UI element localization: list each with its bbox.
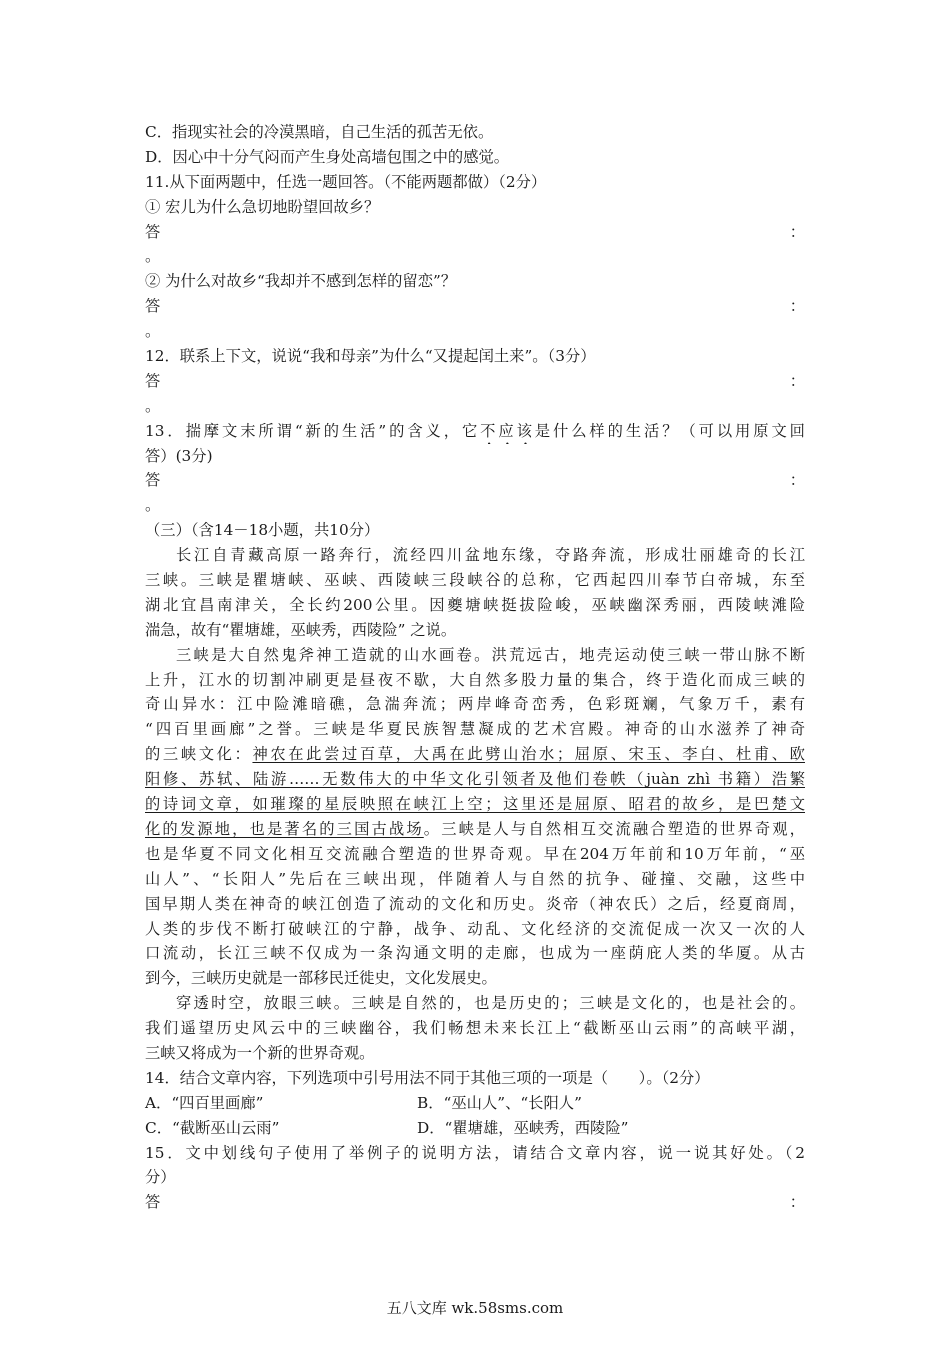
answer-colon: ： xyxy=(789,371,805,390)
answer-colon: ： xyxy=(789,297,805,316)
answer-label: 答 xyxy=(145,297,161,316)
p2-line xyxy=(145,767,805,792)
p2-line: 人类的步伐不断打破峡江的宁静，战争、动乱、文化经济的交流促成一次又一次的人 xyxy=(145,919,805,938)
underlined-sentence: 的诗词文章，如璀璨的星辰映照在峡江上空；这里还是屈原、昭君的故乡，是巴楚文 xyxy=(145,795,805,814)
answer-line xyxy=(145,369,805,394)
p1-line: 湖北宜昌南津关，全长约200公里。因夔塘峡挺拔险峻，巫峡幽深秀丽，西陵峡滩险 xyxy=(145,595,805,614)
p2-line: 到今，三峡历史就是一部移民迁徙史，文化发展史。 xyxy=(145,969,497,988)
answer-line xyxy=(145,468,805,493)
p2-line xyxy=(145,742,805,767)
q13-emphasis: 不应该 xyxy=(480,421,535,440)
q11-stem: 11.从下面两题中，任选一题回答。（不能两题都做）（2分） xyxy=(145,172,547,191)
q14-option-b: B．“巫山人”、“长阳人” xyxy=(417,1093,582,1112)
p2-line: 口流动，长江三峡不仅成为一条沟通文明的走廊，也成为一座荫庇人类的华厦。从古 xyxy=(145,944,805,963)
answer-label: 答 xyxy=(145,371,161,390)
q13-stem xyxy=(145,419,805,444)
p3-line: 三峡又将成为一个新的世界奇观。 xyxy=(145,1043,375,1062)
p1-line: 长江自青藏高原一路奔行，流经四川盆地东缘，夺路奔流，形成壮丽雄奇的长江 xyxy=(176,546,805,565)
q15-stem: 15．文中划线句子使用了举例子的说明方法，请结合文章内容，说一说其好处。（2 xyxy=(145,1143,805,1162)
answer-label: 答 xyxy=(145,1193,161,1212)
answer-colon: ： xyxy=(789,222,805,241)
q14-options-row xyxy=(145,1091,805,1116)
answer-end: 。 xyxy=(145,322,161,341)
p2-line xyxy=(145,792,805,817)
answer-label: 答 xyxy=(145,222,161,241)
q14-option-d: D．“瞿塘雄，巫峡秀，西陵险” xyxy=(417,1118,629,1137)
q14-options-row xyxy=(145,1116,805,1141)
p1-line: 湍急，故有“瞿塘雄，巫峡秀，西陵险” 之说。 xyxy=(145,620,457,639)
p2-line xyxy=(145,817,805,842)
answer-line xyxy=(145,1190,805,1215)
footer-watermark: 五八文库 wk.58sms.com xyxy=(386,1299,564,1317)
q11-sub2: ② 为什么对故乡“我却并不感到怎样的留恋”？ xyxy=(145,272,457,291)
q12-stem: 12．联系上下文，说说“我和母亲”为什么“又提起闰土来”。（3分） xyxy=(145,347,596,366)
section3-heading: （三）（含14－18小题，共10分） xyxy=(145,521,380,540)
q14-option-c: C．“截断巫山云雨” xyxy=(145,1118,280,1137)
underlined-sentence: 神农在此尝过百草，大禹在此劈山治水；屈原、宋玉、李白、杜甫、欧 xyxy=(252,745,805,764)
p2-text: 。三峡是人与自然相互交流融合塑造的世界奇观， xyxy=(423,819,805,838)
q14-stem: 14．结合文章内容，下列选项中引号用法不同于其他三项的一项是（ ）。（2分） xyxy=(145,1068,710,1087)
q10-option-d: D．因心中十分气闷而产生身处高墙包围之中的感觉。 xyxy=(145,147,510,166)
q13-stem-part: 是什么样的生活？（可以用原文回 xyxy=(534,421,805,440)
answer-colon: ： xyxy=(789,1193,805,1212)
p2-line: 上升，江水的切割冲刷更是昼夜不歇，大自然多股力量的集合，终于造化而成三峡的 xyxy=(145,670,805,689)
p2-line: 也是华夏不同文化相互交流融合塑造的世界奇观。早在204万年前和10万年前，“巫 xyxy=(145,844,805,863)
p2-line: 三峡是大自然鬼斧神工造就的山水画卷。洪荒远古，地壳运动使三峡一带山脉不断 xyxy=(176,645,805,664)
answer-label: 答 xyxy=(145,471,161,490)
answer-line xyxy=(145,220,805,245)
q10-option-c: C．指现实社会的冷漠黑暗，自己生活的孤苦无依。 xyxy=(145,123,494,141)
answer-end: 。 xyxy=(145,247,161,266)
q14-option-a: A．“四百里画廊” xyxy=(145,1093,264,1112)
p2-text: 的三峡文化： xyxy=(145,745,253,764)
p2-line: 奇山异水：江中险滩暗礁，急湍奔流；两岸峰奇峦秀，色彩斑斓，气象万千，素有 xyxy=(145,695,805,714)
q13-stem-part: 13．揣摩文末所谓“新的生活”的含义，它 xyxy=(145,421,481,440)
underlined-sentence: 阳修、苏轼、陆游……无数伟大的中华文化引领者及他们卷帙（juàn zhì 书籍）浩繁 xyxy=(145,770,805,789)
answer-line xyxy=(145,294,805,319)
exam-page xyxy=(145,120,805,1215)
underlined-sentence: 化的发源地，也是著名的三国古战场 xyxy=(145,819,424,838)
answer-end: 。 xyxy=(145,496,161,515)
p1-line: 三峡。三峡是瞿塘峡、巫峡、西陵峡三段峡谷的总称，它西起四川奉节白帝城，东至 xyxy=(145,571,805,590)
p2-line: “四百里画廊”之誉。三峡是华夏民族智慧凝成的艺术宫殿。神奇的山水滋养了神奇 xyxy=(145,720,805,739)
answer-end: 。 xyxy=(145,396,161,415)
p2-line: 国早期人类在神奇的峡江创造了流动的文化和历史。炎帝（神农氏）之后，经夏商周， xyxy=(145,894,805,913)
answer-colon: ： xyxy=(789,471,805,490)
p3-line: 我们遥望历史风云中的三峡幽谷，我们畅想未来长江上“截断巫山云雨”的高峡平湖， xyxy=(145,1019,805,1038)
p3-line: 穿透时空，放眼三峡。三峡是自然的，也是历史的；三峡是文化的，也是社会的。 xyxy=(176,994,805,1013)
q13-stem-line2: 答）(3分) xyxy=(145,446,213,465)
q11-sub1: ① 宏儿为什么急切地盼望回故乡？ xyxy=(145,197,380,216)
p2-line: 山人”、“长阳人”先后在三峡出现，伴随着人与自然的抗争、碰撞、交融，这些中 xyxy=(145,869,805,888)
q15-stem-line2: 分） xyxy=(145,1168,176,1187)
